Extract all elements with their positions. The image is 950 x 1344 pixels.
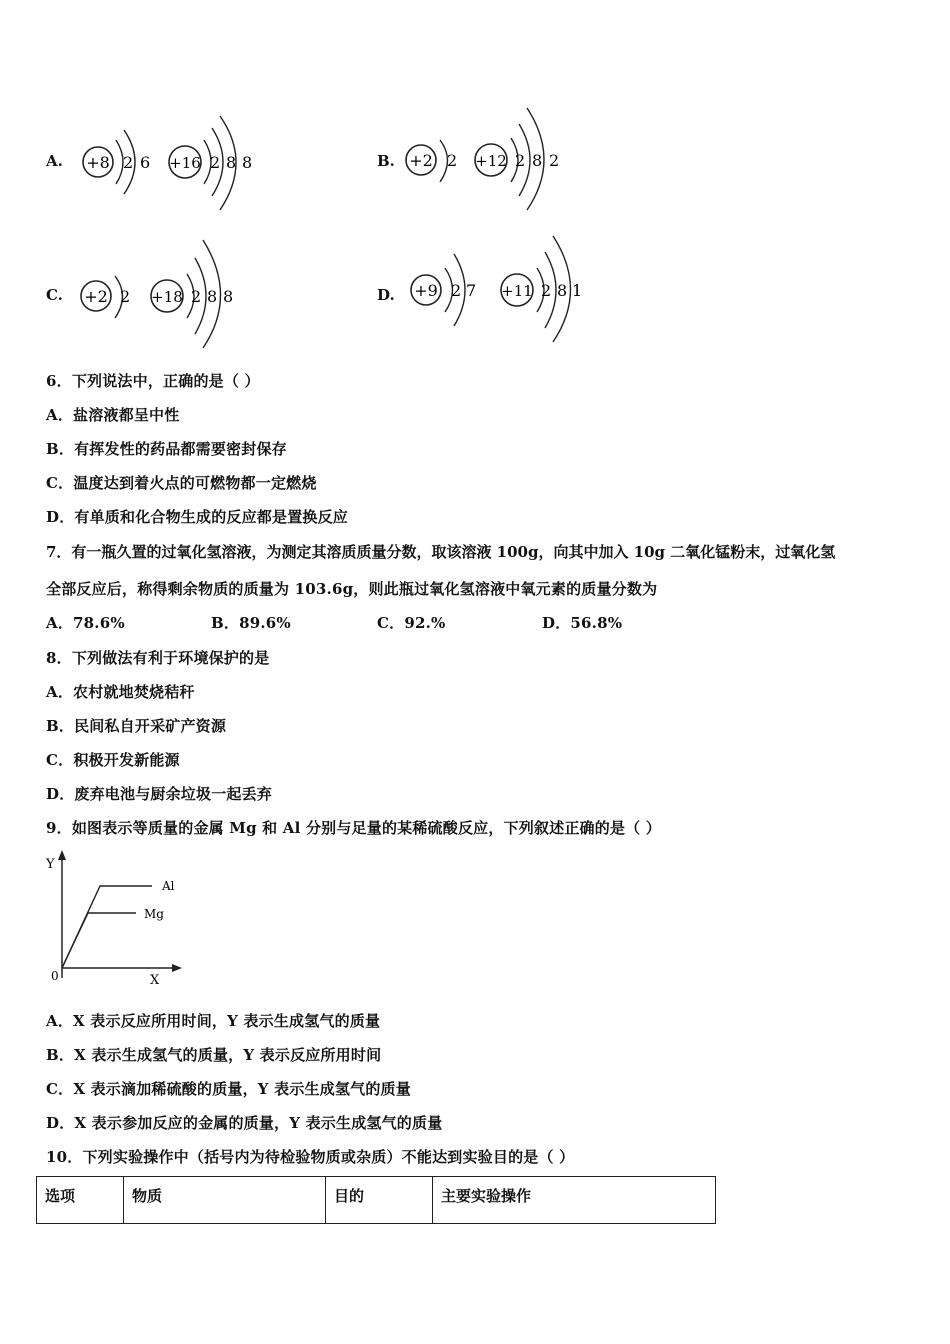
q5-option-c-label: C. — [46, 286, 63, 304]
nucleus-charge: +2 — [84, 287, 108, 306]
table-header-cell: 目的 — [326, 1177, 433, 1224]
shell-electrons: 2 — [541, 281, 552, 300]
shell-electrons: 2 — [451, 281, 462, 300]
q6-stem: 6．下列说法中，正确的是（ ） — [46, 372, 260, 390]
series-label-mg: Mg — [144, 907, 164, 921]
q7-option-d: D．56.8% — [542, 614, 623, 632]
q7-stem-line1: 7．有一瓶久置的过氧化氢溶液，为测定其溶质质量分数，取该溶液 100g，向其中加入 10g 二氧化锰粉末，过氧化氢 — [46, 543, 836, 561]
y-axis-label: Y — [46, 857, 55, 872]
shell-electrons: 2 — [120, 287, 131, 306]
q9-option-b: B．X 表示生成氢气的质量，Y 表示反应所用时间 — [46, 1046, 382, 1064]
shell-electrons: 2 — [549, 151, 560, 170]
q9-option-d: D．X 表示参加反应的金属的质量，Y 表示生成氢气的质量 — [46, 1114, 443, 1132]
shell-electrons: 2 — [210, 153, 221, 172]
shell-electrons: 2 — [191, 287, 202, 306]
shell-electrons: 8 — [242, 153, 253, 172]
q8-option-b: B．民间私自开采矿产资源 — [46, 717, 227, 735]
q6-option-a: A．盐溶液都呈中性 — [46, 406, 180, 424]
q5-option-d-label: D. — [377, 286, 395, 304]
q5-option-b-diagram — [395, 100, 575, 215]
nucleus-charge: +8 — [86, 153, 110, 172]
x-axis-arrow-icon — [172, 964, 182, 972]
q5-option-d-diagram — [400, 232, 600, 347]
q9-option-c: C．X 表示滴加稀硫酸的质量，Y 表示生成氢气的质量 — [46, 1080, 411, 1098]
table-header-cell: 选项 — [37, 1177, 124, 1224]
q8-stem: 8．下列做法有利于环境保护的是 — [46, 649, 270, 667]
q7-stem-line2: 全部反应后，称得剩余物质的质量为 103.6g，则此瓶过氧化氢溶液中氧元素的质量分数为 — [46, 580, 658, 598]
nucleus-charge: +18 — [151, 288, 183, 306]
q5-option-c-diagram — [70, 236, 250, 351]
shell-electrons: 8 — [223, 287, 234, 306]
shell-electrons: 2 — [447, 151, 458, 170]
q6-option-d: D．有单质和化合物生成的反应都是置换反应 — [46, 508, 349, 526]
nucleus-charge: +12 — [475, 152, 507, 170]
y-axis-arrow-icon — [58, 850, 66, 860]
q5-option-a-label: A. — [46, 152, 63, 170]
q7-option-b: B．89.6% — [211, 614, 291, 632]
shell-electrons: 8 — [532, 151, 543, 170]
q7-option-c: C．92.% — [377, 614, 446, 632]
shell-electrons: 2 — [515, 151, 526, 170]
q8-option-c: C．积极开发新能源 — [46, 751, 180, 769]
series-label-al: Al — [162, 879, 175, 893]
q9-option-a: A．X 表示反应所用时间，Y 表示生成氢气的质量 — [46, 1012, 381, 1030]
shell-electrons: 6 — [140, 153, 151, 172]
shell-electrons: 2 — [123, 153, 134, 172]
nucleus-charge: +11 — [501, 282, 533, 300]
shell-electrons: 7 — [466, 281, 477, 300]
q9-stem: 9．如图表示等质量的金属 Mg 和 Al 分别与足量的某稀硫酸反应，下列叙述正确的是（ ） — [46, 819, 661, 837]
series-line-al — [62, 886, 152, 968]
table-header-row — [37, 1177, 716, 1224]
shell-electrons: 8 — [207, 287, 218, 306]
q10-stem: 10．下列实验操作中（括号内为待检验物质或杂质）不能达到实验目的是（ ） — [46, 1148, 575, 1166]
origin-label: 0 — [51, 969, 59, 983]
q8-option-d: D．废弃电池与厨余垃圾一起丢弃 — [46, 785, 273, 803]
q6-option-c: C．温度达到着火点的可燃物都一定燃烧 — [46, 474, 317, 492]
table-header-cell: 主要实验操作 — [433, 1177, 716, 1224]
nucleus-charge: +9 — [414, 281, 438, 300]
electron-shell-arc — [116, 140, 123, 184]
shell-electrons: 8 — [226, 153, 237, 172]
shell-electrons: 8 — [557, 281, 568, 300]
q10-table — [36, 1176, 716, 1224]
q8-option-a: A．农村就地焚烧秸秆 — [46, 683, 195, 701]
q5-option-b-label: B. — [377, 152, 395, 170]
q6-option-b: B．有挥发性的药品都需要密封保存 — [46, 440, 287, 458]
q5-option-a-diagram — [70, 110, 270, 220]
q7-option-a: A．78.6% — [46, 614, 125, 632]
series-line-mg — [62, 913, 136, 968]
nucleus-charge: +16 — [169, 154, 201, 172]
table-header-cell: 物质 — [124, 1177, 326, 1224]
x-axis-label: X — [150, 973, 160, 988]
q9-graph — [40, 850, 190, 990]
nucleus-charge: +2 — [409, 151, 433, 170]
shell-electrons: 1 — [572, 281, 583, 300]
